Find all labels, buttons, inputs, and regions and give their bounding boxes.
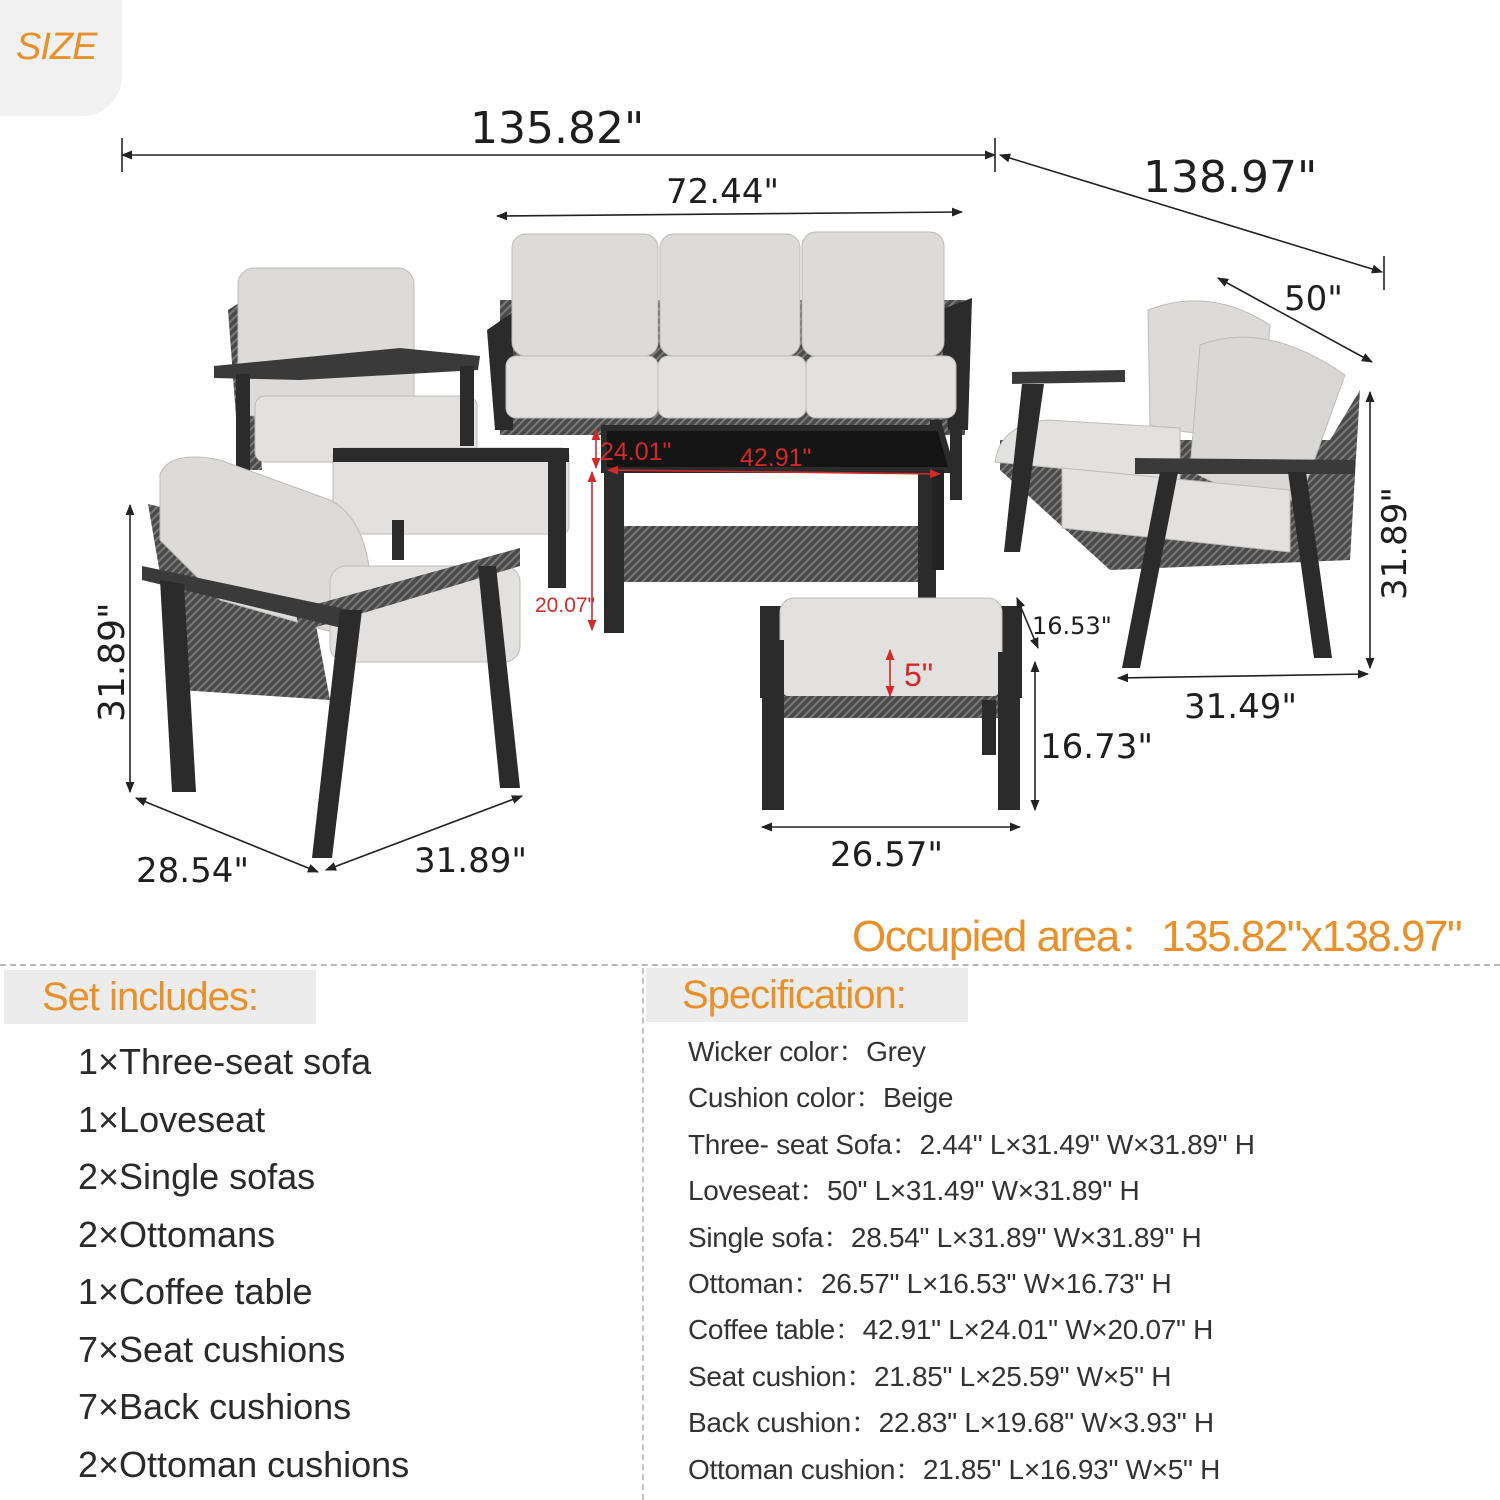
- chair-length-label: 28.54": [136, 851, 249, 891]
- set-includes-list: [78, 1036, 409, 1496]
- list-item: Coffee table：42.91" L×24.01" W×20.07" H: [688, 1314, 1214, 1346]
- list-item: Wicker color：Grey: [688, 1036, 926, 1067]
- overall-depth-label: 138.97": [1143, 152, 1318, 203]
- occupied-area: Occupied area：135.82"x138.97": [852, 912, 1462, 961]
- list-item: Three- seat Sofa：2.44" L×31.49" W×31.89" H: [688, 1128, 1255, 1160]
- list-item: 2×Single sofas: [78, 1156, 316, 1197]
- size-tab-label: SIZE: [16, 26, 97, 68]
- list-item: Ottoman cushion：21.85" L×16.93" W×5" H: [688, 1453, 1221, 1485]
- sofa-length-label: 72.44": [666, 172, 779, 212]
- chair-height-label: 31.89": [92, 602, 133, 722]
- specification-header: [646, 968, 968, 1022]
- list-item: Ottoman：26.57" L×16.53" W×16.73" H: [688, 1267, 1172, 1299]
- section-divider: [0, 964, 1500, 966]
- ottoman-height-label: 16.73": [1040, 727, 1153, 767]
- list-item: Seat cushion：21.85" L×25.59" W×5" H: [688, 1360, 1172, 1392]
- column-divider: [642, 968, 644, 1500]
- table-height-label: 20.07": [535, 594, 596, 617]
- list-item: 1×Three-seat sofa: [78, 1041, 372, 1082]
- list-item: Cushion color：Beige: [688, 1082, 954, 1114]
- list-item: 2×Ottomans: [78, 1213, 276, 1255]
- ottoman-front: [760, 598, 1022, 810]
- set-includes-title: Set includes:: [42, 975, 259, 1019]
- specification-title: Specification:: [682, 973, 906, 1017]
- loveseat-length-label: 50": [1284, 279, 1343, 319]
- specification-list: [688, 1030, 1255, 1494]
- table-width-label: 24.01": [600, 438, 672, 466]
- ottoman-cushion-label: 5": [904, 657, 934, 693]
- list-item: 7×Seat cushions: [78, 1328, 346, 1370]
- list-item: Loveseat：50" L×31.49" W×31.89" H: [688, 1175, 1140, 1207]
- list-item: 7×Back cushions: [78, 1386, 352, 1427]
- list-item: Single sofa：28.54" L×31.89" W×31.89" H: [688, 1221, 1202, 1253]
- loveseat-depth-label: 31.49": [1184, 687, 1297, 727]
- list-item: 1×Coffee table: [78, 1271, 313, 1312]
- table-length-label: 42.91": [740, 444, 812, 472]
- list-item: 2×Ottoman cushions: [78, 1443, 410, 1485]
- ottoman-width-label: 16.53": [1032, 612, 1112, 640]
- loveseat-height-label: 31.89": [1375, 487, 1415, 600]
- list-item: 1×Loveseat: [78, 1098, 266, 1140]
- chair-depth-label: 31.89": [414, 841, 527, 881]
- overall-width-label: 135.82": [470, 103, 645, 154]
- set-includes-header: [4, 970, 316, 1024]
- list-item: Back cushion：22.83" L×19.68" W×3.93" H: [688, 1407, 1214, 1439]
- ottoman-length-label: 26.57": [830, 835, 943, 875]
